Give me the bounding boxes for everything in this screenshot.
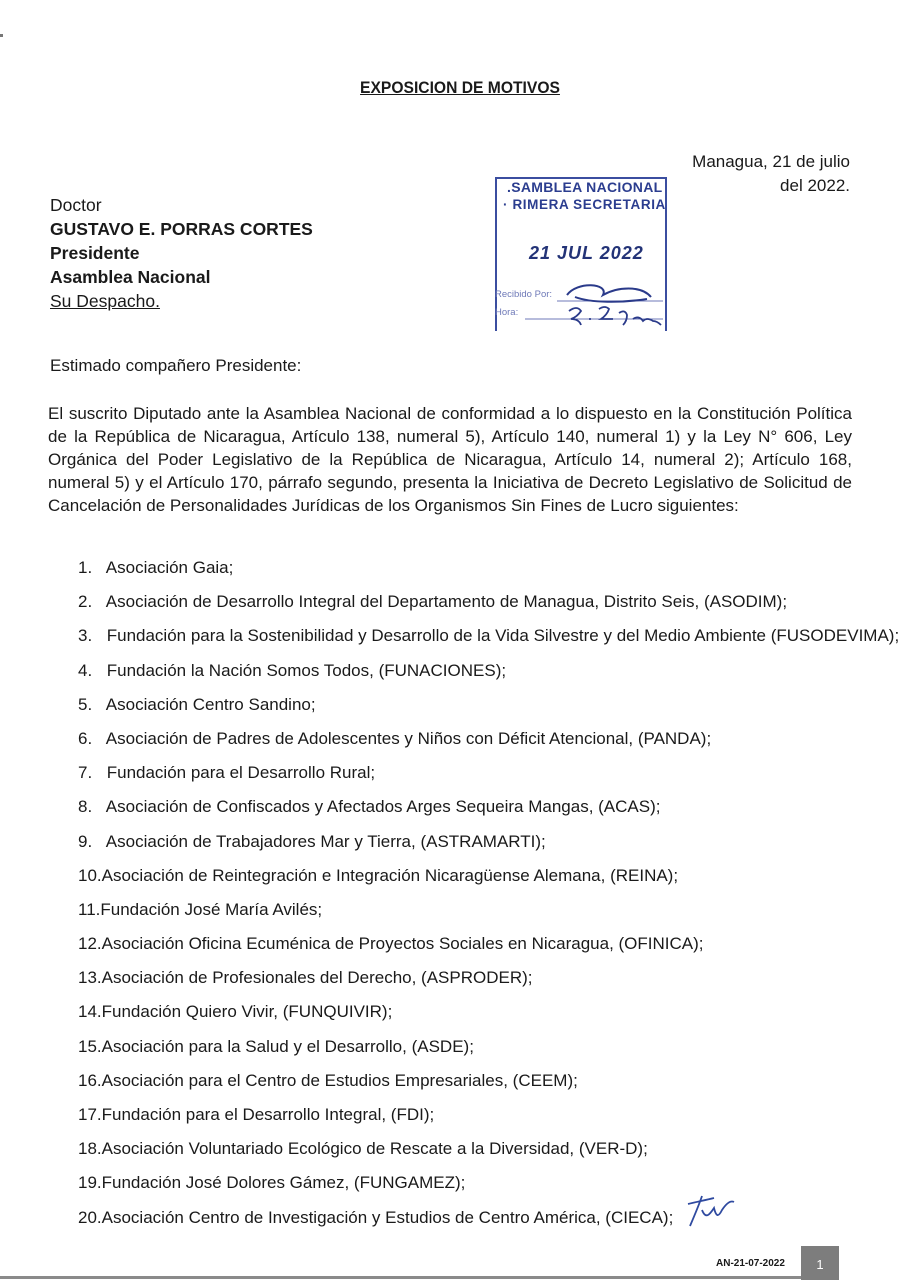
addressee-office: Su Despacho. <box>50 291 160 311</box>
list-item-number: 2. <box>78 592 93 612</box>
list-item-text: Asociación de Profesionales del Derecho, (ASPRODER); <box>101 968 533 988</box>
list-item-number: 16. <box>78 1070 102 1090</box>
list-item-text: Asociación de Trabajadores Mar y Tierra, (ASTRAMARTI); <box>105 831 546 851</box>
list-item-number: 4. <box>78 660 93 680</box>
addressee-block <box>50 193 313 313</box>
addressee-role: Presidente <box>50 243 140 263</box>
organization-list-item <box>78 1173 878 1207</box>
list-item-text: Fundación la Nación Somos Todos, (FUNACIONES); <box>106 660 507 680</box>
list-item-text: Fundación José Dolores Gámez, (FUNGAMEZ); <box>101 1173 466 1193</box>
list-item-number: 8. <box>78 797 93 817</box>
list-item-text: Fundación para la Sostenibilidad y Desarrollo de la Vida Silvestre y del Medio Ambiente (FUSODEVIMA); <box>106 626 900 646</box>
list-item-number: 5. <box>78 694 93 714</box>
list-item-number: 12. <box>78 934 102 954</box>
organization-list-item <box>78 661 878 695</box>
list-item-text: Fundación para el Desarrollo Integral, (FDI); <box>101 1105 435 1124</box>
organization-list-item <box>78 626 900 660</box>
organization-list-item <box>78 1105 878 1139</box>
stamp-handwriting-icon <box>491 173 671 333</box>
organization-list-item <box>78 832 878 866</box>
list-item-number: 7. <box>78 763 93 783</box>
organization-list-item <box>78 763 878 797</box>
organization-list-item <box>78 1002 878 1036</box>
stamp-date: 21 JUL 2022 <box>529 243 644 263</box>
list-item-number: 1. <box>78 558 93 577</box>
organization-list-item <box>78 592 878 626</box>
footer-document-code: AN-21-07-2022 <box>716 1258 785 1269</box>
list-item-text: Asociación para la Salud y el Desarrollo, (ASDE); <box>101 1036 474 1056</box>
stamp-line-1: .SAMBLEA NACIONAL <box>507 179 663 195</box>
organization-list-item <box>78 934 878 968</box>
list-item-text: Asociación Oficina Ecuménica de Proyectos Sociales en Nicaragua, (OFINICA); <box>101 934 704 954</box>
list-item-number: 18. <box>78 1139 102 1159</box>
list-item-text: Asociación de Padres de Adolescentes y Niños con Déficit Atencional, (PANDA); <box>105 728 712 748</box>
list-item-text: Asociación para el Centro de Estudios Empresariales, (CEEM); <box>101 1070 578 1090</box>
list-item-number: 3. <box>78 626 93 646</box>
page-number: 1 <box>801 1246 839 1280</box>
organization-list-item <box>78 1208 878 1242</box>
list-item-text: Asociación de Confiscados y Afectados Arges Sequeira Mangas, (ACAS); <box>105 797 661 817</box>
stamp-received-label: Recibido Por: <box>495 289 553 300</box>
document-title: EXPOSICION DE MOTIVOS <box>360 78 560 97</box>
organization-list-item <box>78 729 878 763</box>
organization-list-item <box>78 1071 878 1105</box>
list-item-text: Asociación Centro de Investigación y Estudios de Centro América, (CIECA); <box>101 1207 674 1227</box>
list-item-number: 10. <box>78 865 102 885</box>
organization-list-item <box>78 797 878 831</box>
list-item-number: 15. <box>78 1036 102 1056</box>
list-item-number: 11. <box>78 899 101 919</box>
list-item-text: Asociación Centro Sandino; <box>105 694 316 714</box>
list-item-text: Fundación José María Avilés; <box>100 899 323 919</box>
stamp-line-2: · RIMERA SECRETARIA <box>503 197 666 212</box>
organization-list-item <box>78 1037 878 1071</box>
organization-list-item <box>78 558 878 592</box>
greeting: Estimado compañero Presidente: <box>50 356 302 375</box>
scan-mark <box>0 34 3 37</box>
document-date: Managua, 21 de julio del 2022. <box>692 152 850 195</box>
list-item-text: Fundación para el Desarrollo Rural; <box>106 763 376 783</box>
addressee-salutation: Doctor <box>50 195 102 215</box>
list-item-text: Fundación Quiero Vivir, (FUNQUIVIR); <box>101 1002 393 1022</box>
addressee-institution: Asamblea Nacional <box>50 267 211 287</box>
list-item-number: 14. <box>78 1002 102 1022</box>
list-item-text: Asociación de Reintegración e Integración Nicaragüense Alemana, (REINA); <box>101 865 679 885</box>
organization-list-item <box>78 1139 878 1173</box>
reception-stamp <box>491 173 667 329</box>
organization-list <box>78 558 900 1242</box>
list-item-text: Asociación de Desarrollo Integral del Departamento de Managua, Distrito Seis, (ASODIM); <box>105 592 788 612</box>
organization-list-item <box>78 968 878 1002</box>
list-item-number: 6. <box>78 728 93 748</box>
organization-list-item <box>78 866 878 900</box>
organization-list-item <box>78 695 878 729</box>
list-item-number: 9. <box>78 831 93 851</box>
body-paragraph: El suscrito Diputado ante la Asamblea Nacional de conformidad a lo dispuesto en la Constitución Política de la República de Nicaragua, Artículo 138, numeral 5), Artículo 140, numeral 1) y la Ley N° 606, Ley Orgánica del Poder Legislativo de la República de Nicaragua, Artículo 14, numeral 2); Artículo 168, numeral 5) y el Artículo 170, párrafo segundo, presenta la Iniciativa de Decreto Legislativo de Solicitud de Cancelación de Personalidades Jurídicas de los Organismos Sin Fines de Lucro siguientes: <box>48 404 852 515</box>
list-item-text: Asociación Voluntariado Ecológico de Rescate a la Diversidad, (VER-D); <box>101 1139 648 1159</box>
list-item-number: 17. <box>78 1105 102 1124</box>
addressee-name: GUSTAVO E. PORRAS CORTES <box>50 219 313 239</box>
list-item-number: 13. <box>78 968 102 988</box>
list-item-number: 20. <box>78 1207 102 1227</box>
list-item-text: Asociación Gaia; <box>105 558 234 577</box>
stamp-hour-label: Hora: <box>495 307 519 318</box>
handwritten-initials-icon <box>684 1190 740 1234</box>
footer-rule <box>0 1276 801 1279</box>
organization-list-item <box>78 900 878 934</box>
list-item-number: 19. <box>78 1173 102 1193</box>
